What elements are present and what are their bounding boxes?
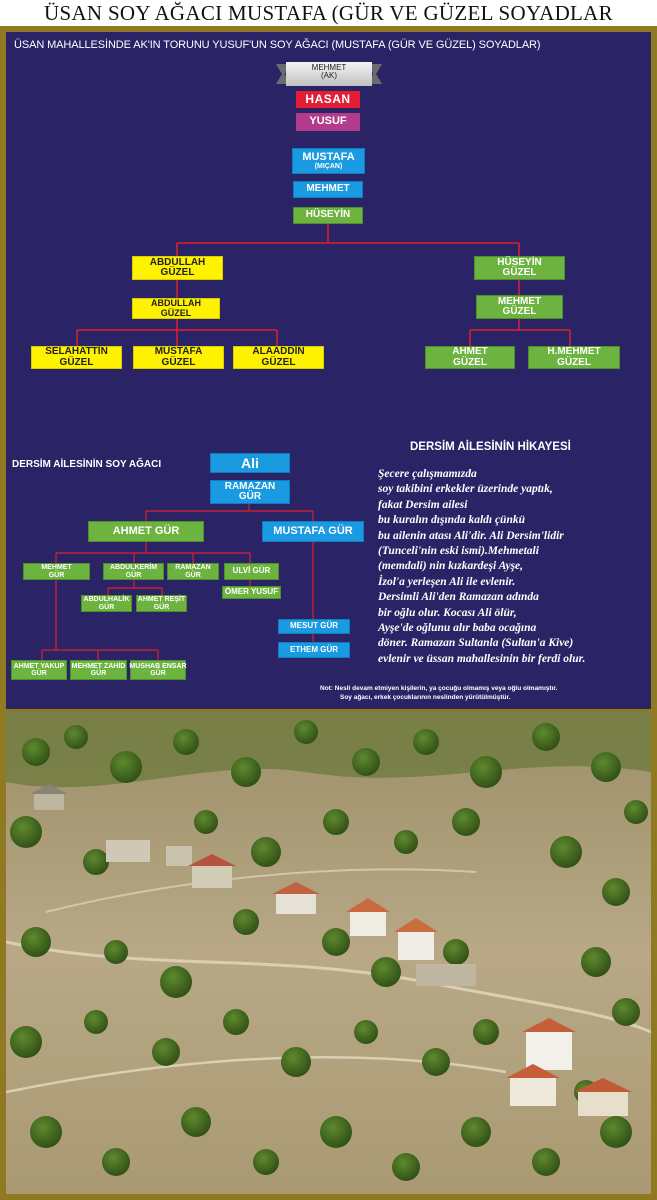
story-line: fakat Dersim ailesi <box>378 498 468 511</box>
node-mustafa-gur: MUSTAFA GÜR <box>262 521 364 542</box>
node-hmehmet-guzel: H.MEHMET GÜZEL <box>528 346 620 369</box>
story-line: Şecere çalışmamızda <box>378 468 477 480</box>
story-heading: DERSİM AİLESİNİN HİKAYESİ <box>410 441 571 453</box>
node-omer-yusuf: ÖMER YUSUF <box>222 586 281 599</box>
node-ahmet-resit-gur: AHMET REŞİT GÜR <box>137 596 186 611</box>
node-mehmet-zahid-gur: MEHMET ZAHİD GÜR <box>70 660 127 680</box>
node-ramazan-gur-2: RAMAZAN GÜR <box>167 563 219 580</box>
node-abdulkerim-gur: ABDULKERİM GÜR <box>103 563 164 580</box>
story-line: bir oğlu olur. Kocası Ali ölür, <box>378 606 517 619</box>
node-mesut-gur: MESUT GÜR <box>278 619 350 634</box>
node-huseyin: HÜSEYİN <box>293 207 363 224</box>
story-line: döner. Ramazan Sultanla (Sultan'a Kive) <box>378 637 574 650</box>
village-landscape-image <box>6 712 651 1194</box>
node-abdullah-guzel-1: ABDULLAH GÜZEL <box>132 256 223 280</box>
node-mustafa-guzel: MUSTAFA GÜZEL <box>133 346 224 369</box>
dersim-tree-heading: DERSİM AİLESİNİN SOY AĞACI <box>12 459 162 470</box>
node-mushab-ensar-gur: MUSHAB ENSAR GÜR <box>130 660 186 680</box>
story-line: evlenir ve üssan mahallesinin bir ferdi olur. <box>378 652 586 665</box>
village-photo <box>6 712 651 1194</box>
node-selahattin-guzel: SELAHATTİN GÜZEL <box>31 346 122 369</box>
story-line: (Tunceli'nin eski ismi).Mehmetali <box>378 545 539 558</box>
footnote-line-1: Not: Nesli devam etmiyen kişilerin, ya çocuğu olmamış veya oğlu olmamıştır. <box>320 685 558 692</box>
story-line: (memdali) nin kızkardeşi Ayşe, <box>378 560 524 573</box>
story-text <box>378 467 650 667</box>
node-abdulhalik-gur: ABDULHALİK GÜR <box>81 595 132 612</box>
node-mustafa-mican: MUSTAFA (MIÇAN) <box>292 148 365 174</box>
page-subtitle: ÜSAN MAHALLESİNDE AK'IN TORUNU YUSUF'UN SOY AĞACI (MUSTAFA (GÜR VE GÜZEL) SOYADLAR) <box>14 39 541 51</box>
node-alaaddin-guzel: ALAADDİN GÜZEL <box>233 346 324 369</box>
node-ahmet-guzel: AHMET GÜZEL <box>425 346 515 369</box>
node-ali: Ali <box>210 453 290 473</box>
page-title: ÜSAN SOY AĞACI MUSTAFA (GÜR VE GÜZEL SOYADLAR <box>44 1 613 25</box>
node-ulvi-gur: ULVİ GÜR <box>224 563 279 580</box>
node-abdullah-guzel-2: ABDULLAH GÜZEL <box>132 298 220 319</box>
node-yusuf: YUSUF <box>296 113 360 131</box>
node-mehmet-ak: MEHMET (AK) <box>311 63 347 81</box>
story-line: Ayşe'de oğlunu alır baba ocağına <box>378 622 537 635</box>
node-huseyin-guzel: HÜSEYİN GÜZEL <box>474 256 565 280</box>
story-line: bu kuralın dışında kaldı çünkü <box>378 514 525 527</box>
node-mehmet-guzel: MEHMET GÜZEL <box>476 295 563 319</box>
node-ahmet-gur: AHMET GÜR <box>88 521 204 542</box>
node-ethem-gur: ETHEM GÜR <box>278 642 350 658</box>
node-mehmet-gur: MEHMET GÜR <box>23 563 90 580</box>
story-line: İzol'a yerleşen Ali ile evlenir. <box>378 575 516 588</box>
node-mehmet: MEHMET <box>293 181 363 198</box>
footnote-line-2: Soy ağacı, erkek çocuklarının neslinden yürütülmüştür. <box>340 694 511 701</box>
node-hasan: HASAN <box>296 91 360 108</box>
node-ahmet-yakup-gur: AHMET YAKUP GÜR <box>11 660 67 680</box>
node-ramazan-gur: RAMAZAN GÜR <box>210 480 290 504</box>
story-line: Dersimli Ali'den Ramazan adında <box>378 591 539 604</box>
story-line: bu ailenin atası Ali'dir. Ali Dersim'lidir <box>378 529 564 542</box>
story-line: soy takibini erkekler üzerinde yaptık, <box>378 483 553 496</box>
